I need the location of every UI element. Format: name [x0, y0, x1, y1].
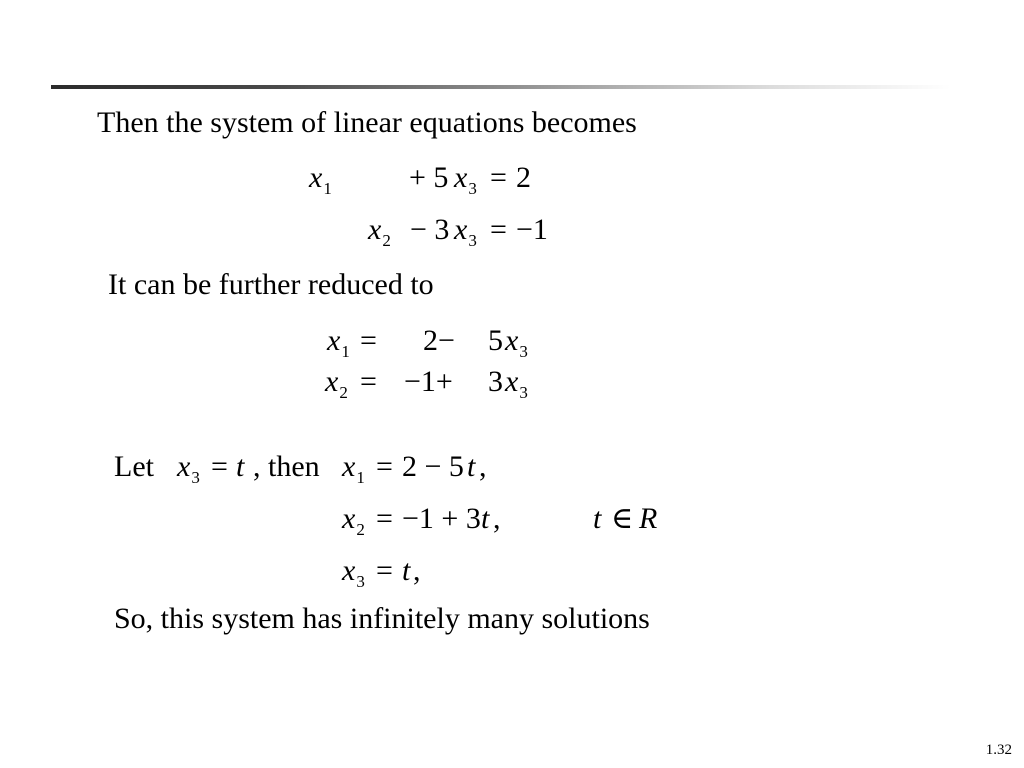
- variable-x3: $x_3$: [505, 324, 528, 361]
- expression: 2 − 5: [402, 450, 464, 483]
- equals-sign: =: [490, 161, 507, 194]
- equals-sign: =: [211, 450, 228, 483]
- equals-sign: =: [360, 365, 377, 398]
- variable-x1: $x_1$: [342, 450, 365, 487]
- variable-x2: $x_2$: [368, 213, 391, 250]
- constant-term: −1+: [404, 365, 453, 398]
- coefficient: 3: [488, 365, 503, 398]
- equals-sign: =: [376, 450, 393, 483]
- variable-x3: $x_3$: [454, 213, 477, 250]
- rhs-value: 2: [516, 161, 531, 194]
- parameter-t: t: [593, 502, 602, 535]
- page-number: 1.32: [985, 742, 1012, 758]
- equals-sign: =: [360, 324, 377, 357]
- equals-sign: =: [376, 554, 393, 587]
- reduced-text: It can be further reduced to: [108, 268, 434, 301]
- variable-x3: $x_3$: [454, 161, 477, 198]
- variable-x1: $x_1$: [309, 161, 332, 198]
- element-of-sign: ∈: [611, 502, 634, 535]
- let-label: Let: [114, 450, 154, 483]
- parameter-t: t: [481, 502, 490, 535]
- term-plus-5: + 5: [409, 161, 449, 194]
- variable-x1: $x_1$: [327, 324, 350, 361]
- parameter-t: t: [402, 554, 411, 587]
- intro-text: Then the system of linear equations becomes: [97, 106, 637, 139]
- term-minus-3: − 3: [410, 213, 450, 246]
- comma: ,: [479, 450, 487, 483]
- coefficient: 5: [488, 324, 503, 357]
- real-numbers-set: R: [639, 502, 658, 535]
- parameter-t: t: [467, 450, 476, 483]
- equals-sign: =: [376, 502, 393, 535]
- parameter-t: t: [236, 450, 245, 483]
- variable-x2: $x_2$: [342, 502, 365, 539]
- variable-x3: $x_3$: [505, 365, 528, 402]
- conclusion-text: So, this system has infinitely many solutions: [114, 602, 650, 635]
- variable-x2: $x_2$: [325, 365, 348, 402]
- title-divider-line: [51, 85, 951, 89]
- equals-sign: =: [490, 213, 507, 246]
- rhs-value: −1: [516, 213, 548, 246]
- comma: ,: [413, 554, 421, 587]
- expression: −1 + 3: [402, 502, 481, 535]
- variable-x3: $x_3$: [177, 450, 200, 487]
- constant-term: 2−: [423, 324, 455, 357]
- variable-x3: $x_3$: [342, 554, 365, 591]
- then-label: , then: [253, 450, 320, 483]
- comma: ,: [493, 502, 501, 535]
